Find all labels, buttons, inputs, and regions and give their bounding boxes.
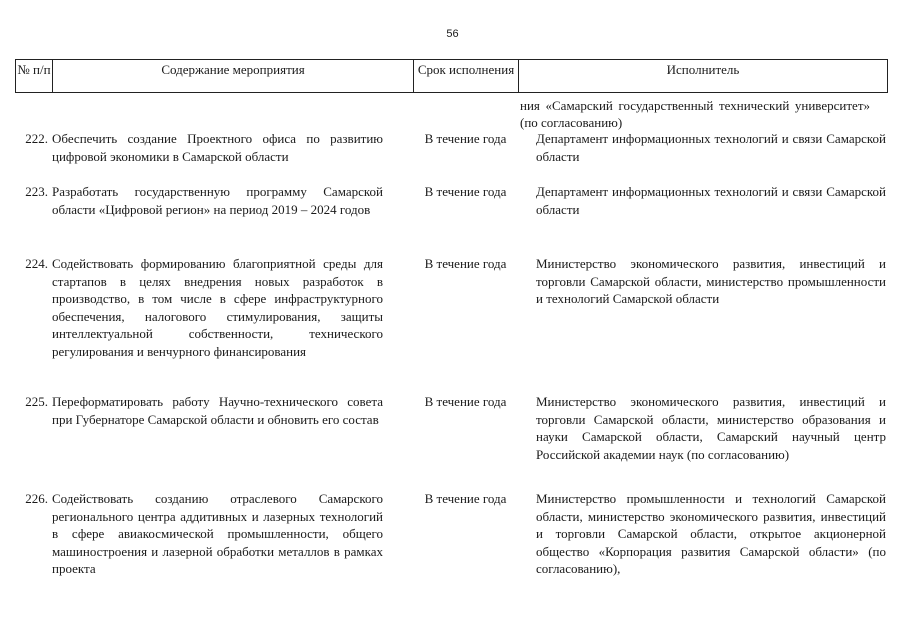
header-num: № п/п bbox=[16, 60, 53, 92]
table-row bbox=[15, 393, 888, 463]
row-term: В течение года bbox=[424, 394, 507, 409]
row-executor: Министерство промышленности и технологий Самарской области, министерство экономического развития, инвестиций и торговли Самарской области, открытое акционерной общество «Корпорация развития Самарской области» (по согласованию), bbox=[536, 491, 886, 576]
row-term: В течение года bbox=[424, 131, 507, 146]
row-content: Обеспечить создание Проектного офиса по развитию цифровой экономики в Самарской области bbox=[52, 131, 383, 164]
table-row bbox=[15, 255, 888, 360]
row-number: 222. bbox=[25, 131, 48, 146]
row-content: Содействовать формированию благоприятной среды для стартапов в целях внедрения новых разработок в производство, в том числе в сфере инфраструктурного обеспечения, налогового стимулирования, защиты интеллектуальной собственности, технического регулирования и венчурного финансирования bbox=[52, 256, 383, 359]
row-executor: Министерство экономического развития, инвестиций и торговли Самарской области, министерство образования и науки Самарской области, Самарский научный центр Российской академии наук (по согласованию) bbox=[536, 394, 886, 462]
page-number: 56 bbox=[446, 28, 459, 40]
row-number: 226. bbox=[25, 491, 48, 506]
row-term: В течение года bbox=[424, 184, 507, 199]
row-number: 225. bbox=[25, 394, 48, 409]
row-executor: Департамент информационных технологий и связи Самарской области bbox=[536, 131, 886, 164]
table-header bbox=[15, 59, 888, 93]
row-number: 224. bbox=[25, 256, 48, 271]
header-term: Срок исполнения bbox=[414, 60, 519, 92]
executor-continuation: ния «Самарский государственный технический университет» (по согласованию) bbox=[520, 98, 870, 130]
row-executor: Департамент информационных технологий и связи Самарской области bbox=[536, 184, 886, 217]
header-content: Содержание мероприятия bbox=[53, 60, 414, 92]
row-executor: Министерство экономического развития, инвестиций и торговли Самарской области, министерство промышленности и технологий Самарской области bbox=[536, 256, 886, 306]
row-content: Переформатировать работу Научно-технического совета при Губернаторе Самарской области и обновить его состав bbox=[52, 394, 383, 427]
table-row bbox=[15, 130, 888, 165]
row-term: В течение года bbox=[424, 491, 507, 506]
row-content: Содействовать созданию отраслевого Самарского регионального центра аддитивных и лазерных технологий в сфере авиакосмической промышленности, общего машиностроения и лазерной обработки металлов в рамках проекта bbox=[52, 491, 383, 576]
header-executor: Исполнитель bbox=[666, 62, 740, 77]
row-content: Разработать государственную программу Самарской области «Цифровой регион» на период 2019 – 2024 годов bbox=[52, 184, 383, 217]
row-number: 223. bbox=[25, 184, 48, 199]
row-term: В течение года bbox=[424, 256, 507, 271]
table-row bbox=[15, 490, 888, 578]
table-row bbox=[15, 183, 888, 218]
